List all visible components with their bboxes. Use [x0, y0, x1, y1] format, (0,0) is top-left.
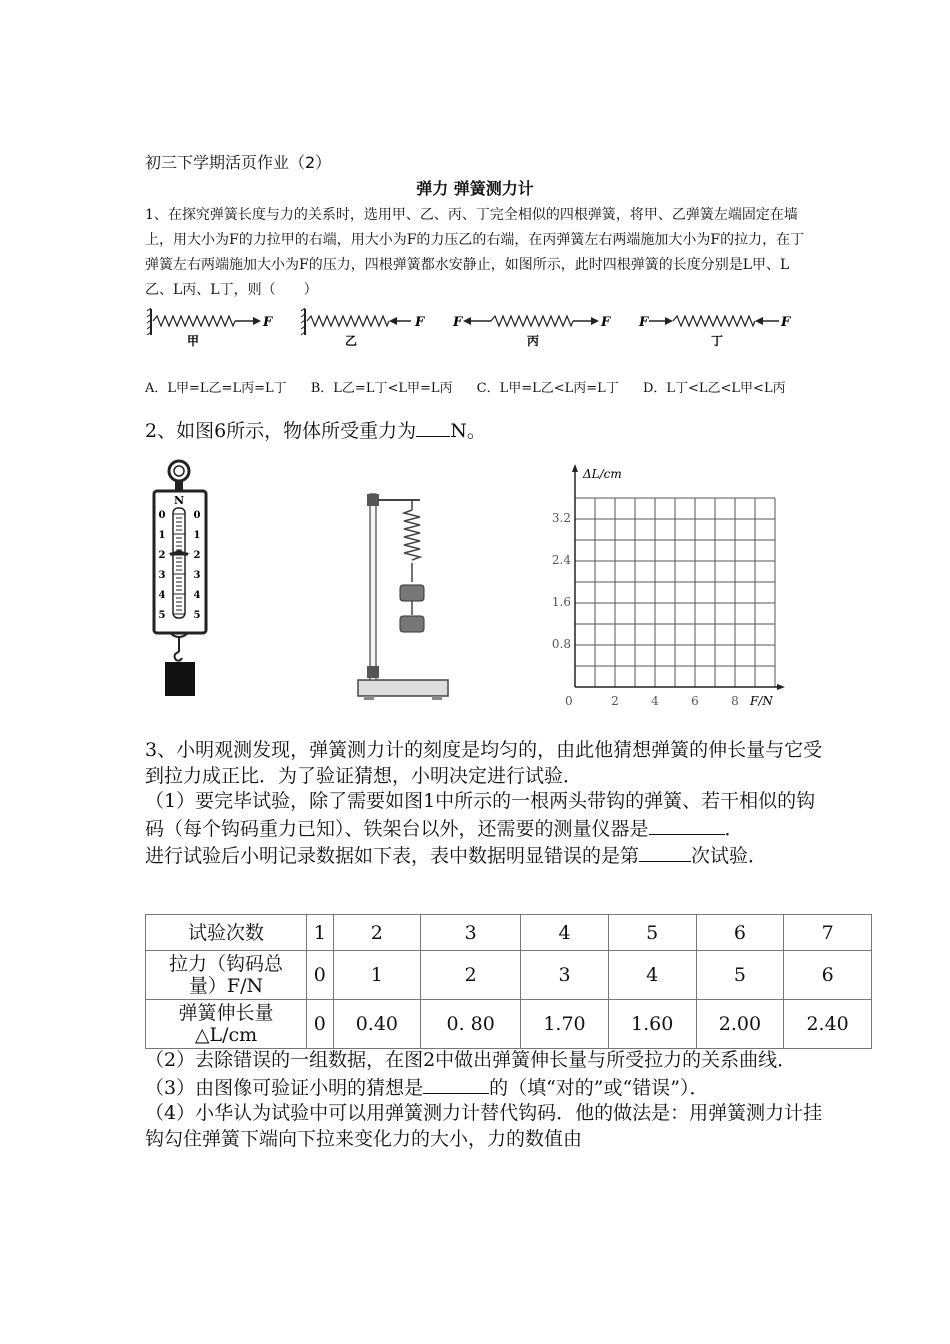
svg-text:0: 0 [193, 510, 201, 521]
x-tick: 4 [651, 694, 659, 708]
q3-part3: （3）由图像可验证小明的猜想是 的（填“对的”或“错误”）． [145, 1074, 825, 1102]
svg-text:F: F [781, 315, 791, 330]
x-tick: 8 [731, 694, 739, 708]
y-tick: 0.8 [551, 637, 571, 651]
q3-part2: （2）去除错误的一组数据，在图2中做出弹簧伸长量与所受拉力的关系曲线． [145, 1049, 797, 1071]
worksheet-header: 初三下学期活页作业（2） [145, 153, 332, 172]
question-1-options [145, 377, 806, 396]
table-header: 弹簧伸长量△L/cm [146, 1000, 307, 1049]
x-axis-label: F/N [750, 694, 773, 708]
q1-spring-figure [145, 305, 825, 350]
option-d[interactable]: D．L丁<L乙<L甲<L丙 [642, 381, 786, 396]
table-row: 弹簧伸长量△L/cm 0 0.40 0. 80 1.70 1.60 2.00 2.40 [146, 1000, 872, 1049]
question-1-text: 1、在探究弹簧长度与力的关系时，选用甲、乙、丙、丁完全相似的四根弹簧，将甲、乙弹簧左端固定在墙上，用大小为F的力拉甲的右端，用大小为F的力压乙的右端，在丙弹簧左右两端施加大小为F的拉力，在丁弹簧左右两端施加大小为F的压力，四根弹簧都水安静止，如图所示，此时四根弹簧的长度分别是L甲、L乙、L丙、L丁，则（ ） [145, 207, 805, 298]
x-tick: 6 [691, 694, 699, 708]
y-tick: 2.4 [551, 553, 571, 567]
iron-stand-figure [352, 490, 452, 702]
spring-label-jia: 甲 [187, 334, 200, 348]
hanging-weight [165, 662, 195, 696]
spring-ding [638, 315, 791, 348]
svg-text:5: 5 [193, 610, 201, 621]
svg-text:5: 5 [158, 610, 166, 621]
svg-text:F: F [639, 315, 649, 330]
page-title: 弹力 弹簧测力计 [416, 179, 534, 198]
table-row: 试验次数 1 2 3 4 5 6 7 [146, 915, 872, 951]
svg-text:1: 1 [158, 530, 166, 541]
svg-text:3: 3 [193, 570, 201, 581]
spring-yi [301, 308, 425, 348]
table-header: 拉力（钩码总量）F/N [146, 951, 307, 1000]
spring-bing [452, 315, 611, 348]
scale-unit: N [173, 494, 185, 507]
graph-figure [545, 460, 795, 710]
answer-blank[interactable] [639, 842, 691, 862]
answer-blank[interactable] [423, 1074, 489, 1094]
y-axis-label: ΔL/cm [583, 467, 622, 481]
question-2: 2、如图6所示，物体所受重力为 N。 [145, 416, 486, 443]
spring-label-bing: 丙 [527, 334, 540, 348]
spring-jia [147, 308, 273, 348]
svg-text:F: F [601, 315, 611, 330]
svg-text:0: 0 [158, 510, 166, 521]
svg-text:3: 3 [158, 570, 166, 581]
question-3-continued [145, 1048, 825, 1152]
svg-text:0: 0 [565, 694, 573, 708]
x-tick: 2 [611, 694, 619, 708]
svg-text:F: F [453, 315, 463, 330]
spring-label-ding: 丁 [711, 334, 724, 348]
question-3 [145, 738, 825, 870]
answer-blank[interactable] [649, 815, 725, 835]
q3-part4: （4）小华认为试验中可以用弹簧测力计替代钩码．他的做法是：用弹簧测力计挂钩勾住弹簧下端向下拉来变化力的大小，力的数值由 [145, 1102, 823, 1150]
svg-text:4: 4 [193, 590, 201, 601]
svg-text:2: 2 [158, 550, 166, 561]
spring-scale-figure [150, 456, 210, 698]
svg-text:4: 4 [158, 590, 166, 601]
table-row: 拉力（钩码总量）F/N 0 1 2 3 4 5 6 [146, 951, 872, 1000]
svg-text:1: 1 [193, 530, 201, 541]
option-c[interactable]: C．L甲=L乙<L丙=L丁 [476, 381, 619, 396]
option-b[interactable]: B．L乙=L丁<L甲=L丙 [310, 381, 453, 396]
spring [404, 510, 420, 560]
q3-record: 进行试验后小明记录数据如下表，表中数据明显错误的是第 次试验． [145, 842, 825, 870]
q3-part1: （1）要完毕试验，除了需要如图1中所示的一根两头带钩的弹簧、若干相似的钩码（每个钩码重力已知）、铁架台以外，还需要的测量仪器是 ． [145, 790, 816, 840]
y-tick: 3.2 [551, 511, 571, 525]
svg-text:F: F [415, 315, 425, 330]
force-label: F [263, 315, 273, 330]
answer-blank[interactable] [416, 417, 450, 437]
y-tick: 1.6 [551, 595, 571, 609]
table-header: 试验次数 [146, 915, 307, 951]
spring-label-yi: 乙 [345, 334, 358, 348]
data-table [145, 914, 872, 1049]
q3-intro: 3、小明观测发现，弹簧测力计的刻度是均匀的，由此他猜想弹簧的伸长量与它受到拉力成正比．为了验证猜想，小明决定进行试验． [145, 739, 823, 787]
svg-text:2: 2 [193, 550, 201, 561]
option-a[interactable]: A．L甲=L乙=L丙=L丁 [145, 381, 287, 396]
